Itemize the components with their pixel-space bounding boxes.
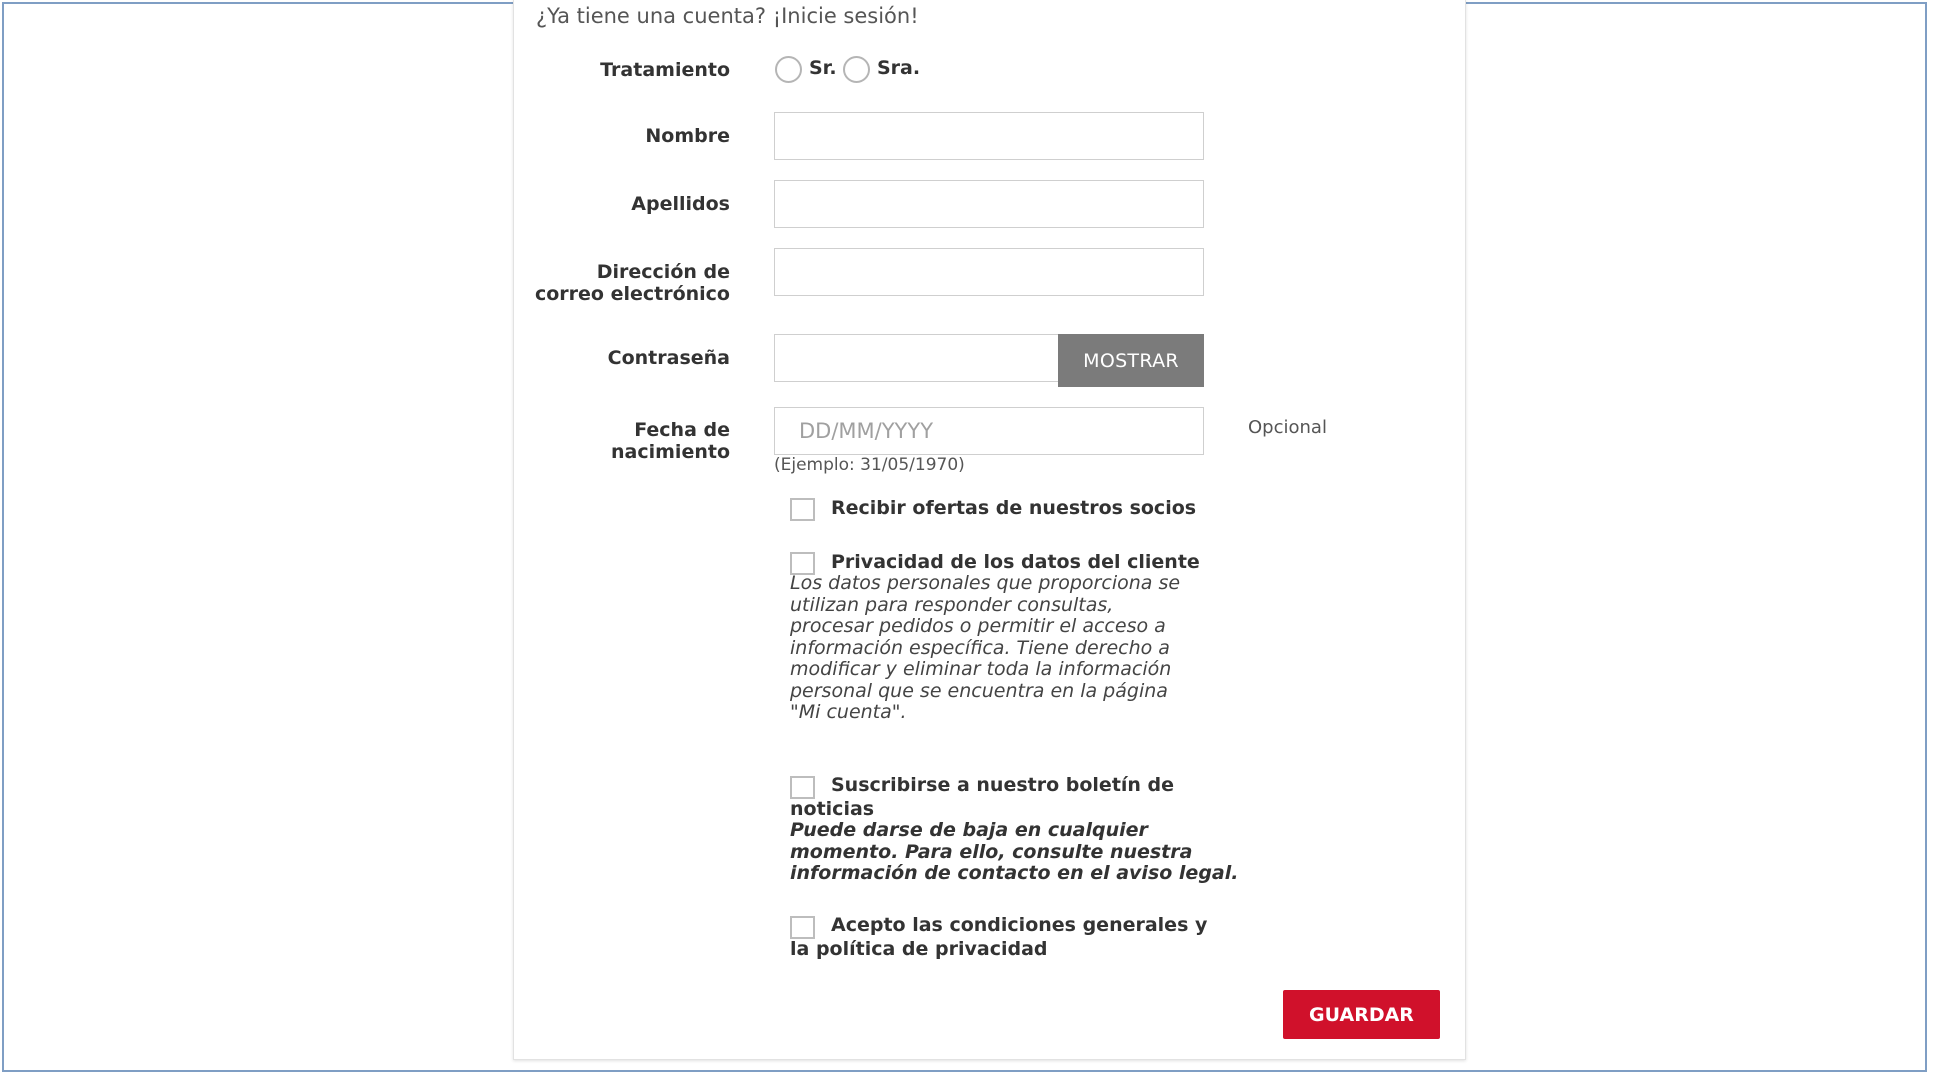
newsletter-label-line1[interactable]: Suscribirse a nuestro boletín de bbox=[831, 774, 1175, 796]
email-label-line1: Dirección de bbox=[596, 261, 730, 283]
privacy-description-line: modificar y eliminar toda la información bbox=[790, 658, 1172, 680]
terms-label-line2[interactable]: la política de privacidad bbox=[790, 938, 1048, 960]
show-password-button[interactable]: MOSTRAR bbox=[1058, 334, 1204, 387]
privacy-description bbox=[790, 573, 1180, 724]
birthdate-field[interactable] bbox=[774, 407, 1204, 455]
privacy-description-line: personal que se encuentra en la página bbox=[790, 679, 1168, 702]
password-label: Contraseña bbox=[607, 347, 730, 369]
email-label bbox=[535, 261, 730, 305]
newsletter-checkbox[interactable] bbox=[790, 776, 815, 799]
first-name-label: Nombre bbox=[645, 125, 730, 147]
privacy-description-line: "Mi cuenta". bbox=[790, 701, 907, 723]
birthdate-label bbox=[611, 419, 730, 463]
privacy-description-line: Los datos personales que proporciona se bbox=[790, 572, 1181, 594]
partner-offers-checkbox[interactable] bbox=[790, 498, 815, 521]
newsletter-description bbox=[790, 820, 1238, 885]
title-label: Tratamiento bbox=[600, 59, 730, 81]
email-field[interactable] bbox=[774, 248, 1204, 296]
newsletter-description-line: Puede darse de baja en cualquier bbox=[790, 819, 1148, 841]
privacy-label[interactable]: Privacidad de los datos del cliente bbox=[831, 551, 1200, 573]
title-radio-sra-label[interactable]: Sra. bbox=[877, 57, 921, 79]
privacy-description-line: información específica. Tiene derecho a bbox=[790, 636, 1170, 659]
password-field[interactable] bbox=[774, 334, 1060, 382]
newsletter-label-line2[interactable]: noticias bbox=[790, 798, 875, 820]
privacy-description-line: utilizan para responder consultas, bbox=[790, 593, 1114, 616]
title-radio-sr-label[interactable]: Sr. bbox=[809, 57, 837, 79]
newsletter-description-line: momento. Para ello, consulte nuestra bbox=[790, 840, 1193, 863]
first-name-field[interactable] bbox=[774, 112, 1204, 160]
birthdate-label-line1: Fecha de bbox=[634, 419, 730, 441]
birthdate-optional-note: Opcional bbox=[1248, 417, 1327, 438]
login-prompt-link[interactable]: ¿Ya tiene una cuenta? ¡Inicie sesión! bbox=[536, 4, 919, 28]
email-label-line2: correo electrónico bbox=[534, 283, 730, 305]
birthdate-label-line2: nacimiento bbox=[611, 441, 730, 463]
terms-checkbox[interactable] bbox=[790, 916, 815, 939]
title-radio-sr[interactable] bbox=[775, 56, 802, 83]
last-name-label: Apellidos bbox=[631, 193, 730, 215]
terms-label-line1[interactable]: Acepto las condiciones generales y bbox=[831, 914, 1208, 936]
privacy-description-line: procesar pedidos o permitir el acceso a bbox=[790, 615, 1166, 637]
partner-offers-label[interactable]: Recibir ofertas de nuestros socios bbox=[831, 497, 1197, 519]
last-name-field[interactable] bbox=[774, 180, 1204, 228]
save-button[interactable]: GUARDAR bbox=[1283, 990, 1440, 1039]
birthdate-hint: (Ejemplo: 31/05/1970) bbox=[774, 455, 965, 475]
newsletter-description-line: información de contacto en el aviso legal. bbox=[790, 862, 1239, 884]
title-radio-sra[interactable] bbox=[843, 56, 870, 83]
